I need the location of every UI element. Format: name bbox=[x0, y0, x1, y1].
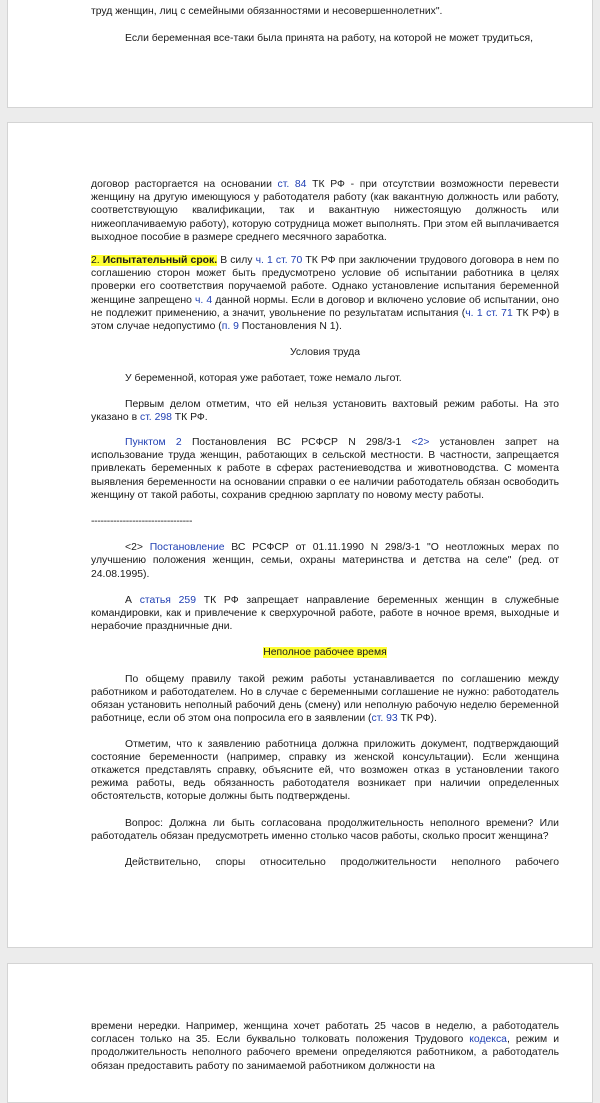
paragraph-certificate: Отметим, что к заявлению работница должна приложить документ, подтверждающий состояние беременности (например, справку из женской консультации). Если женщина откажется представлять справку, объясните ей, что возможен отказ в установлении такого режима работы, ведь обязанность работодателя возникает при наличии определенных обстоятельств, которые должны быть подтверждены. bbox=[91, 738, 559, 803]
text: Постановления N 1). bbox=[238, 321, 342, 333]
page-1-content bbox=[91, 5, 559, 45]
link-item-2[interactable]: Пунктом 2 bbox=[125, 437, 182, 449]
link-footnote-2[interactable]: <2> bbox=[411, 437, 430, 449]
text: ТК РФ - при отсутствии возможности перевести женщину на другую имеющуюся у работодателя работу (как вакантную должность или работу, соответствующую квалификации, так и вакантную нижестоящую должность или нижеоплачиваемую работу), которую сотрудница может выполнять. При этом ей выплачивается выходное пособие в размере среднего месячного заработка. bbox=[91, 179, 559, 243]
paragraph-question: Вопрос: Должна ли быть согласована продолжительность неполного времени? Или работодатель обязан предусмотреть именно столько часов работы, сколько просит женщина? bbox=[91, 817, 559, 842]
link-art-84[interactable]: ст. 84 bbox=[277, 179, 307, 190]
heading-conditions: Условия труда bbox=[289, 347, 360, 359]
document-page-1 bbox=[7, 0, 593, 108]
page-3-content bbox=[91, 1020, 559, 1073]
text: времени нередки. Например, женщина хочет работать 25 часов в неделю, а работодатель согласен только на 35. Если буквально толковать положения Трудового bbox=[91, 1021, 559, 1046]
text: данной нормы. Если в договор и включено условие об испытании, оно не подлежит применению, а значит, увольнение по результатам испытания ( bbox=[91, 294, 559, 319]
heading-parttime-wrapper bbox=[91, 646, 559, 659]
link-art-93[interactable]: ст. 93 bbox=[371, 713, 398, 725]
probation-title: Испытательный срок. bbox=[102, 255, 218, 267]
footnote-2 bbox=[91, 541, 559, 581]
text: ТК РФ. bbox=[171, 411, 208, 423]
text: ТК РФ). bbox=[397, 713, 437, 725]
text: <2> bbox=[125, 542, 150, 554]
link-art-71[interactable]: ч. 1 ст. 71 bbox=[465, 307, 513, 319]
text: Первым делом отметим, что ей нельзя установить вахтовый режим работы. На это указано в bbox=[91, 398, 559, 423]
document-page-2 bbox=[7, 122, 593, 948]
text: ТК РФ запрещает направление беременных женщин в служебные командировки, как и привлечение к сверхурочной работе, работе в ночное время, выходные и нерабочие праздничные дни. bbox=[91, 594, 559, 633]
paragraph-rotation bbox=[91, 398, 559, 424]
link-item-9[interactable]: п. 9 bbox=[221, 321, 239, 333]
text: В силу bbox=[217, 255, 256, 267]
link-art-298[interactable]: ст. 298 bbox=[140, 411, 172, 423]
link-resolution[interactable]: Постановление bbox=[149, 542, 225, 554]
text: По общему правилу такой режим работы устанавливается по соглашению между работником и работодателем. Но в случае с беременными соглашение не нужно: работодатель обязан установить неполный рабочий день (смену) или неполную рабочую неделю беременной работнице, если об этом она попросила его в заявлении ( bbox=[91, 673, 559, 725]
text: установлен запрет на использование труда женщин, работающих в сельской местности. В частности, запрещается привлекать беременных к работе в сферах растениеводства и животноводства. С момента выявления беременности на основании справки о ее наличии работодатель обязан освободить женщину от такой работы, сохранив среднюю зарплату по новому месту работы. bbox=[91, 437, 559, 501]
link-code[interactable]: кодекса bbox=[469, 1034, 507, 1046]
link-part-4[interactable]: ч. 4 bbox=[195, 294, 213, 306]
text: договор расторгается на основании bbox=[91, 179, 278, 190]
link-art-70[interactable]: ч. 1 ст. 70 bbox=[255, 255, 303, 267]
text: ВС РСФСР от 01.11.1990 N 298/3-1 "О неотложных мерах по улучшению положения женщин, семьи, охраны материнства и детства на селе" (ред. от 24.08.1995). bbox=[91, 542, 559, 580]
paragraph-top-fragment: труд женщин, лиц с семейными обязанностями и несовершеннолетних". bbox=[91, 6, 443, 17]
text: ТК РФ) в этом случае недопустимо ( bbox=[91, 307, 559, 333]
page-2-content bbox=[91, 178, 559, 869]
paragraph-probation bbox=[91, 254, 559, 333]
text: Постановления ВС РСФСР N 298/3-1 bbox=[181, 437, 412, 449]
paragraph-employed: Если беременная все-таки была принята на работу, на которой не может трудиться, bbox=[125, 33, 533, 45]
document-page-3 bbox=[7, 963, 593, 1103]
probation-number: 2. bbox=[91, 255, 103, 267]
text: , режим и продолжительность неполного рабочего времени определяются работником, а работодатель обязан предоставить работу по занимаемой работником должности на bbox=[91, 1034, 559, 1072]
text: А bbox=[125, 594, 140, 606]
paragraph-rural bbox=[91, 436, 559, 502]
paragraph-benefits: У беременной, которая уже работает, тоже немало льгот. bbox=[125, 373, 402, 385]
paragraph-disputes: Действительно, споры относительно продолжительности неполного рабочего bbox=[125, 856, 559, 868]
text: ТК РФ при заключении трудового договора в нем по соглашению сторон может быть предусмотрено условие об испытании работника в целях проверки его соответствия поручаемой работе. Однако установление испытания беременной женщине запрещено bbox=[91, 255, 559, 306]
link-art-259[interactable]: статья 259 bbox=[139, 594, 196, 606]
heading-parttime: Неполное рабочее время bbox=[263, 647, 387, 659]
paragraph-business-trips bbox=[91, 594, 559, 634]
paragraph-hours bbox=[91, 1020, 559, 1073]
footnote-separator: -------------------------------- bbox=[91, 516, 193, 528]
paragraph-parttime-rule bbox=[91, 673, 559, 726]
paragraph-termination bbox=[91, 178, 559, 244]
